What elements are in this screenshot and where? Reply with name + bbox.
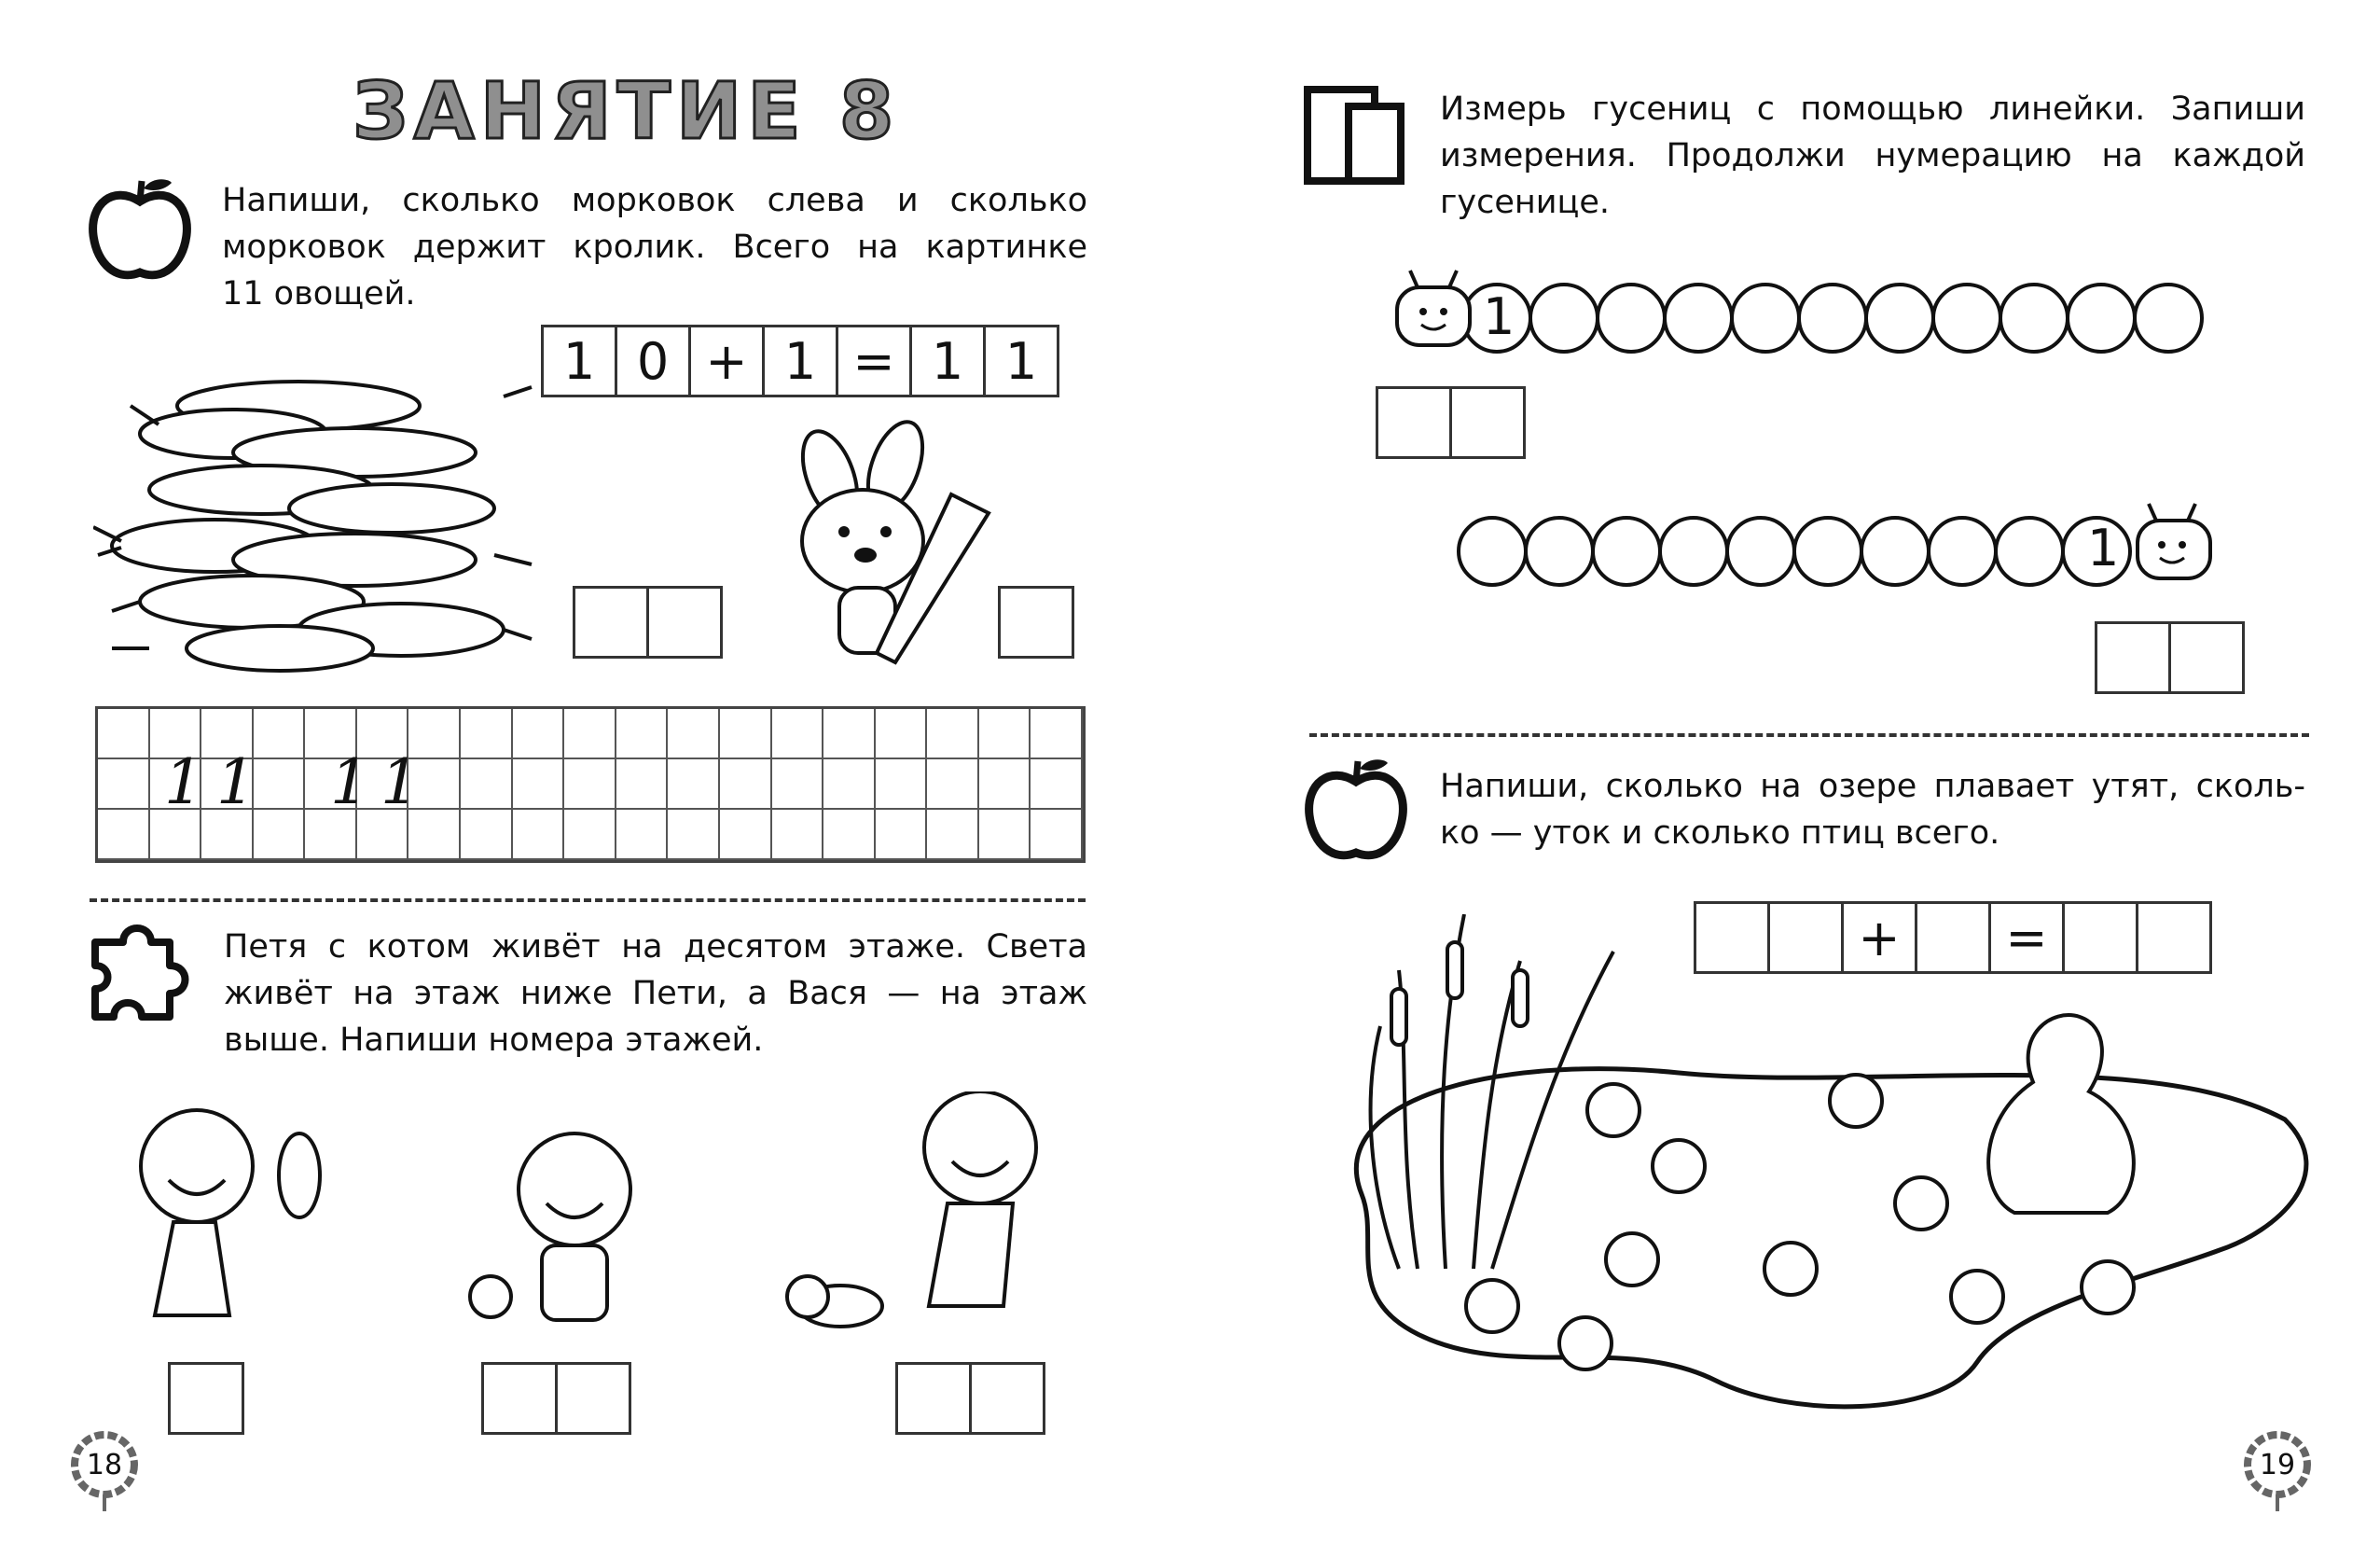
puzzle-icon [86, 924, 198, 1036]
answer-cell[interactable] [2097, 624, 2171, 691]
carrot-pile-illustration [93, 368, 541, 676]
page-number-right: 19 [2259, 1448, 2296, 1481]
petya-floor-answer-box [481, 1362, 631, 1435]
eq-cell[interactable]: 0 [617, 327, 691, 395]
task1-line1: Напиши, сколько морковок слева и сколько [222, 182, 1087, 219]
answer-cell[interactable] [972, 1365, 1043, 1432]
caterpillar-line3: гусенице. [1440, 184, 1610, 221]
handwritten-digit: 1 [330, 746, 369, 818]
eq-cell: + [691, 327, 765, 395]
answer-cell[interactable] [2171, 624, 2242, 691]
handwritten-digit: 1 [216, 746, 256, 818]
answer-cell[interactable] [575, 589, 649, 656]
ruler-icon [1302, 84, 1406, 188]
task2-text [224, 924, 1087, 1063]
caterpillar-bottom-number: 1 [2087, 519, 2120, 577]
lake-with-ducks-illustration [1306, 914, 2313, 1437]
eq-cell[interactable]: 1 [912, 327, 986, 395]
answer-cell[interactable] [171, 1365, 242, 1432]
section-divider-right [1309, 733, 2309, 737]
task1-line2: морковок держит кролик. Всего на картинке [222, 229, 1087, 266]
section-divider [90, 898, 1086, 902]
answer-cell[interactable] [558, 1365, 629, 1432]
sveta-floor-answer-box [168, 1362, 244, 1435]
answer-cell[interactable] [1452, 389, 1523, 456]
apple-icon [1302, 756, 1410, 866]
carrots-left-answer-box [573, 586, 723, 659]
children-illustration [90, 1091, 1097, 1362]
duck-task-text [1440, 763, 2305, 856]
answer-cell[interactable] [898, 1365, 972, 1432]
eq-cell: = [838, 327, 912, 395]
answer-cell[interactable] [484, 1365, 558, 1432]
caterpillar-line1: Измерь гусениц с помощью линейки. Запиши [1440, 90, 2305, 128]
page-number-left: 18 [86, 1448, 123, 1481]
answer-cell[interactable] [649, 589, 720, 656]
apple-icon [86, 175, 194, 285]
duck-line2: ко — уток и сколько птиц всего. [1440, 814, 2000, 852]
caterpillar-bottom-measure-box [2095, 621, 2245, 694]
task2-line3: выше. Напиши номера этажей. [224, 1022, 764, 1059]
handwritten-digit: 1 [381, 746, 420, 818]
eq-cell: + [1844, 904, 1917, 971]
task2-line2: живёт на этаж ниже Пети, а Вася — на этаж [224, 975, 1087, 1012]
bunny-carrots-answer-box [998, 586, 1074, 659]
caterpillar-top-number: 1 [1483, 287, 1515, 346]
lesson-title: ЗАНЯТИЕ 8 [353, 65, 900, 157]
caterpillar-line2: измерения. Продолжи нумерацию на каждой [1440, 137, 2305, 174]
caterpillar-top-measure-box [1376, 386, 1526, 459]
answer-cell[interactable] [1378, 389, 1452, 456]
answer-cell[interactable] [1001, 589, 1072, 656]
task2-line1: Петя с котом живёт на десятом этаже. Света [224, 928, 1087, 966]
bunny-with-carrot-illustration [774, 420, 1035, 681]
caterpillar-task-text [1440, 86, 2305, 226]
vasya-floor-answer-box [895, 1362, 1045, 1435]
eq-cell[interactable]: 1 [1004, 331, 1038, 391]
handwritten-digit: 1 [164, 746, 203, 818]
eq-cell: = [1991, 904, 2065, 971]
eq-cell[interactable]: 1 [765, 327, 838, 395]
eq-cell[interactable]: 1 [544, 327, 617, 395]
carrot-equation [541, 325, 1059, 397]
task1-text [222, 177, 1087, 317]
caterpillar-top [1390, 267, 2229, 369]
duck-line1: Напиши, сколько на озере плавает утят, сколь- [1440, 768, 2305, 805]
task1-line3: 11 овощей. [222, 275, 416, 313]
